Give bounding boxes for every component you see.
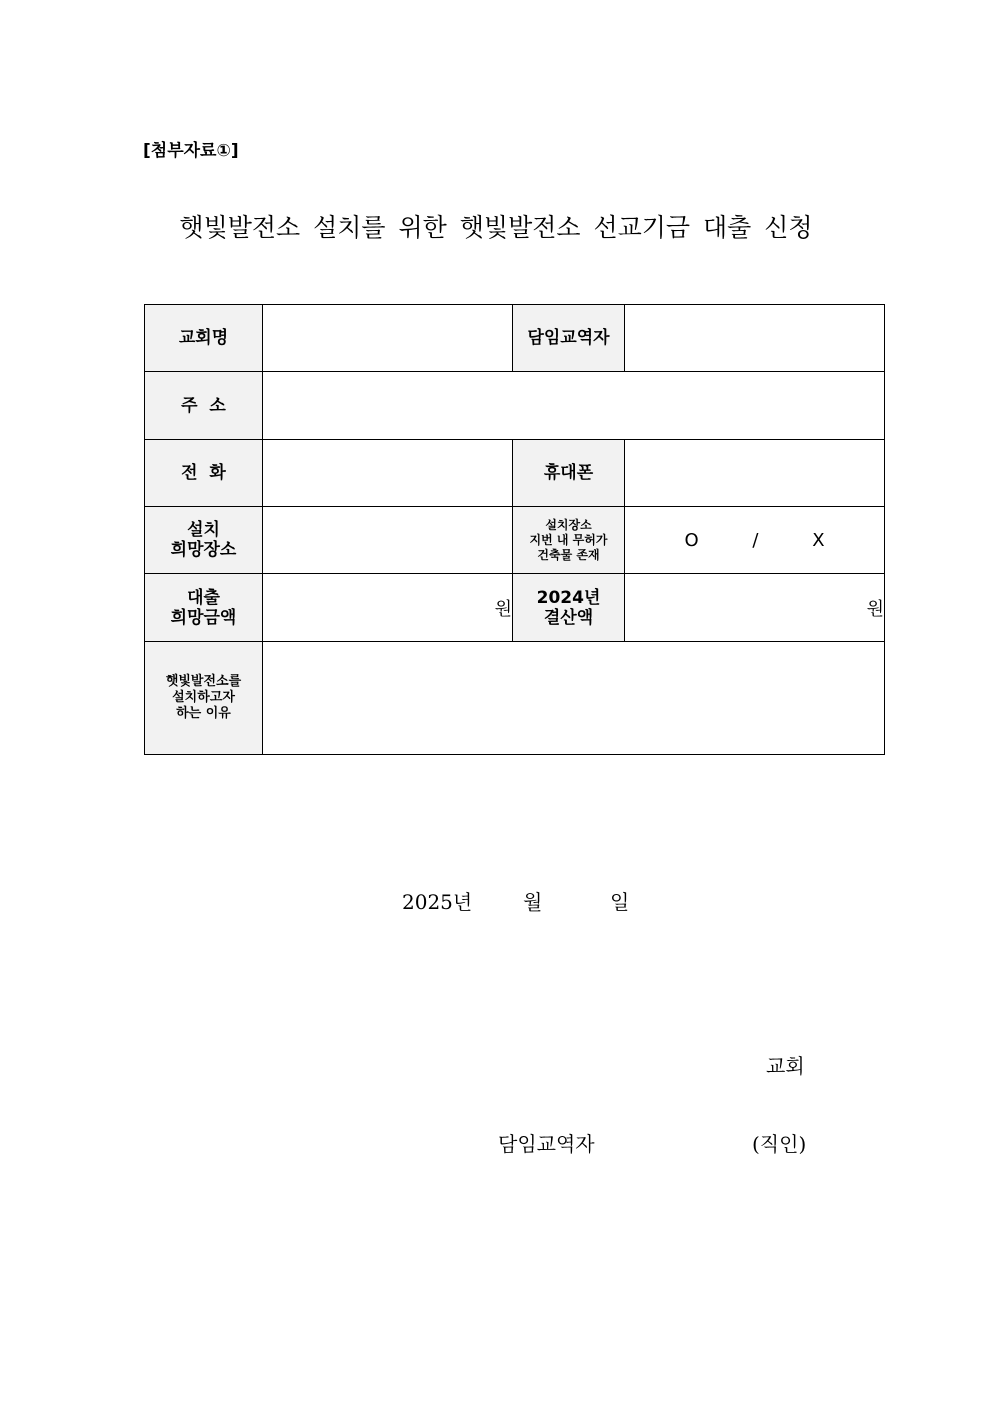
ox-slash: / xyxy=(752,529,759,551)
phone-label xyxy=(145,440,263,507)
phone-field[interactable] xyxy=(263,440,513,507)
ox-x[interactable]: X xyxy=(812,529,825,551)
install-place-field[interactable] xyxy=(263,507,513,574)
church-name-label: 교회명 xyxy=(145,305,263,372)
install-place-label xyxy=(145,507,263,574)
mobile-field[interactable] xyxy=(625,440,885,507)
loan-amount-field[interactable] xyxy=(263,574,513,642)
address-label xyxy=(145,372,263,440)
reason-label xyxy=(145,642,263,755)
address-label-text: 주 소 xyxy=(181,395,226,416)
reason-label-line1: 햇빛발전소를 xyxy=(165,674,242,689)
date-year: 2025년 xyxy=(402,890,473,914)
mobile-label: 휴대폰 xyxy=(513,440,625,507)
date-day: 일 xyxy=(610,890,630,914)
reason-label-line2: 설치하고자 xyxy=(172,690,235,705)
settlement-label-line2: 결산액 xyxy=(543,607,594,628)
pastor-signature-label: 담임교역자 xyxy=(498,1132,595,1156)
install-place-label-line1: 설치 xyxy=(187,520,220,540)
phone-label-text: 전 화 xyxy=(181,463,226,483)
church-signature-label: 교회 xyxy=(766,1054,805,1078)
unlicensed-building-label-line1: 설치장소 xyxy=(545,517,592,532)
pastor-field[interactable] xyxy=(625,305,885,372)
application-form xyxy=(144,304,885,755)
unlicensed-building-label-line3: 건축물 존재 xyxy=(537,547,600,562)
reason-field[interactable] xyxy=(263,642,885,755)
settlement-field[interactable] xyxy=(625,574,885,642)
loan-amount-unit: 원 xyxy=(494,598,512,620)
loan-amount-label xyxy=(145,574,263,642)
pastor-label: 담임교역자 xyxy=(513,305,625,372)
loan-amount-label-line1: 대출 xyxy=(187,587,220,608)
attachment-label: [첨부자료①] xyxy=(143,141,239,161)
settlement-unit: 원 xyxy=(866,598,884,620)
unlicensed-building-label xyxy=(513,507,625,574)
loan-amount-label-line2: 희망금액 xyxy=(170,607,237,628)
address-field[interactable] xyxy=(263,372,885,440)
reason-label-line3: 하는 이유 xyxy=(176,706,231,721)
page-title: 햇빛발전소 설치를 위한 햇빛발전소 선교기금 대출 신청 xyxy=(179,213,813,242)
unlicensed-building-ox[interactable] xyxy=(625,507,885,574)
church-name-field[interactable] xyxy=(263,305,513,372)
official-seal-label: (직인) xyxy=(752,1132,807,1156)
settlement-label-line1: 2024년 xyxy=(536,587,601,608)
install-place-label-line2: 희망장소 xyxy=(170,540,237,560)
ox-o[interactable]: O xyxy=(684,529,699,551)
settlement-label xyxy=(513,574,625,642)
date-month: 월 xyxy=(523,890,543,914)
unlicensed-building-label-line2: 지번 내 무허가 xyxy=(529,532,608,547)
